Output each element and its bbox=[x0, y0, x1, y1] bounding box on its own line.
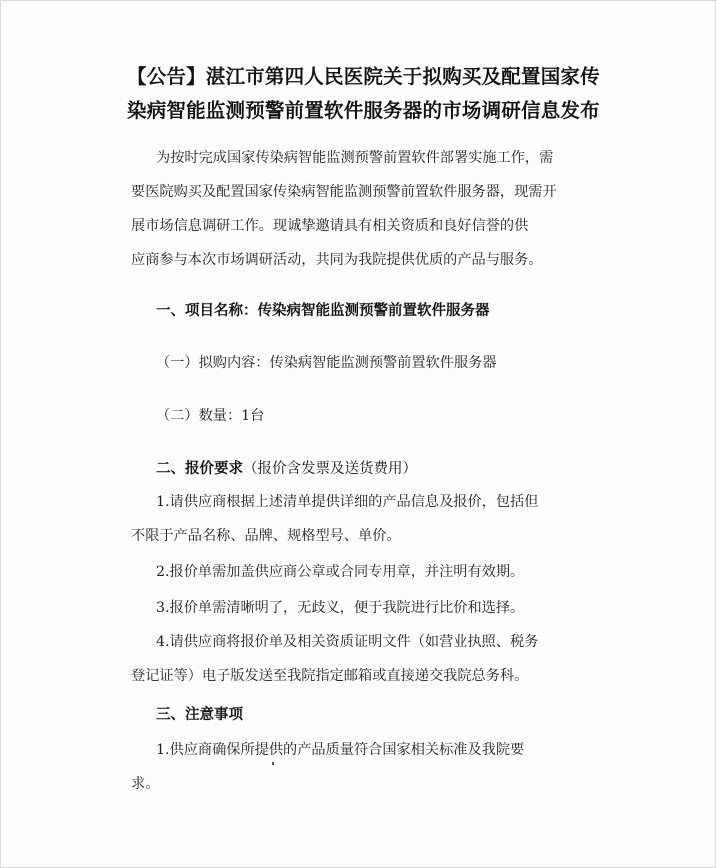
document-title-line-1: 【公告】湛江市第四人民医院关于拟购买及配置国家传 bbox=[127, 65, 600, 88]
section-2-heading-title: 二、报价要求 bbox=[156, 461, 243, 477]
section-2-item-3: 3.报价单需清晰明了，无歧义，便于我院进行比价和选择。 bbox=[156, 600, 525, 616]
section-2-item-1-line-2: 不限于产品名称、品牌、规格型号、单价。 bbox=[131, 528, 401, 544]
intro-paragraph-line-2: 要医院购买及配置国家传染病智能监测预警前置软件服务器，现需开 bbox=[131, 184, 557, 200]
section-1-item-2: （二）数量：1台 bbox=[156, 408, 265, 424]
intro-paragraph-line-3: 展市场信息调研工作。现诚挚邀请具有相关资质和良好信誉的供 bbox=[131, 218, 529, 234]
section-3-item-1-line-1: 1.供应商确保所提供的产品质量符合国家相关标准及我院要 bbox=[156, 742, 525, 758]
section-2-item-4-line-1: 4.请供应商将报价单及相关资质证明文件（如营业执照、税务 bbox=[156, 634, 539, 650]
section-2-item-2: 2.报价单需加盖供应商公章或合同专用章，并注明有效期。 bbox=[156, 564, 525, 580]
scan-speck bbox=[272, 762, 274, 765]
section-3-heading: 三、注意事项 bbox=[156, 707, 243, 723]
section-2-item-1-line-1: 1.请供应商根据上述清单提供详细的产品信息及报价，包括但 bbox=[156, 494, 539, 510]
section-1-heading: 一、项目名称：传染病智能监测预警前置软件服务器 bbox=[156, 303, 490, 319]
section-2-heading-note: （报价含发票及送货费用） bbox=[243, 461, 417, 477]
section-2-heading bbox=[156, 457, 417, 478]
intro-paragraph-line-4: 应商参与本次市场调研活动，共同为我院提供优质的产品与服务。 bbox=[131, 252, 543, 268]
section-1-item-1: （一）拟购内容：传染病智能监测预警前置软件服务器 bbox=[156, 355, 497, 371]
intro-paragraph-line-1: 为按时完成国家传染病智能监测预警前置软件部署实施工作，需 bbox=[156, 150, 554, 166]
document-title-line-2: 染病智能监测预警前置软件服务器的市场调研信息发布 bbox=[127, 99, 600, 122]
section-3-item-1-line-2: 求。 bbox=[131, 776, 160, 792]
section-2-item-4-line-2: 登记证等）电子版发送至我院指定邮箱或直接递交我院总务科。 bbox=[131, 668, 529, 684]
